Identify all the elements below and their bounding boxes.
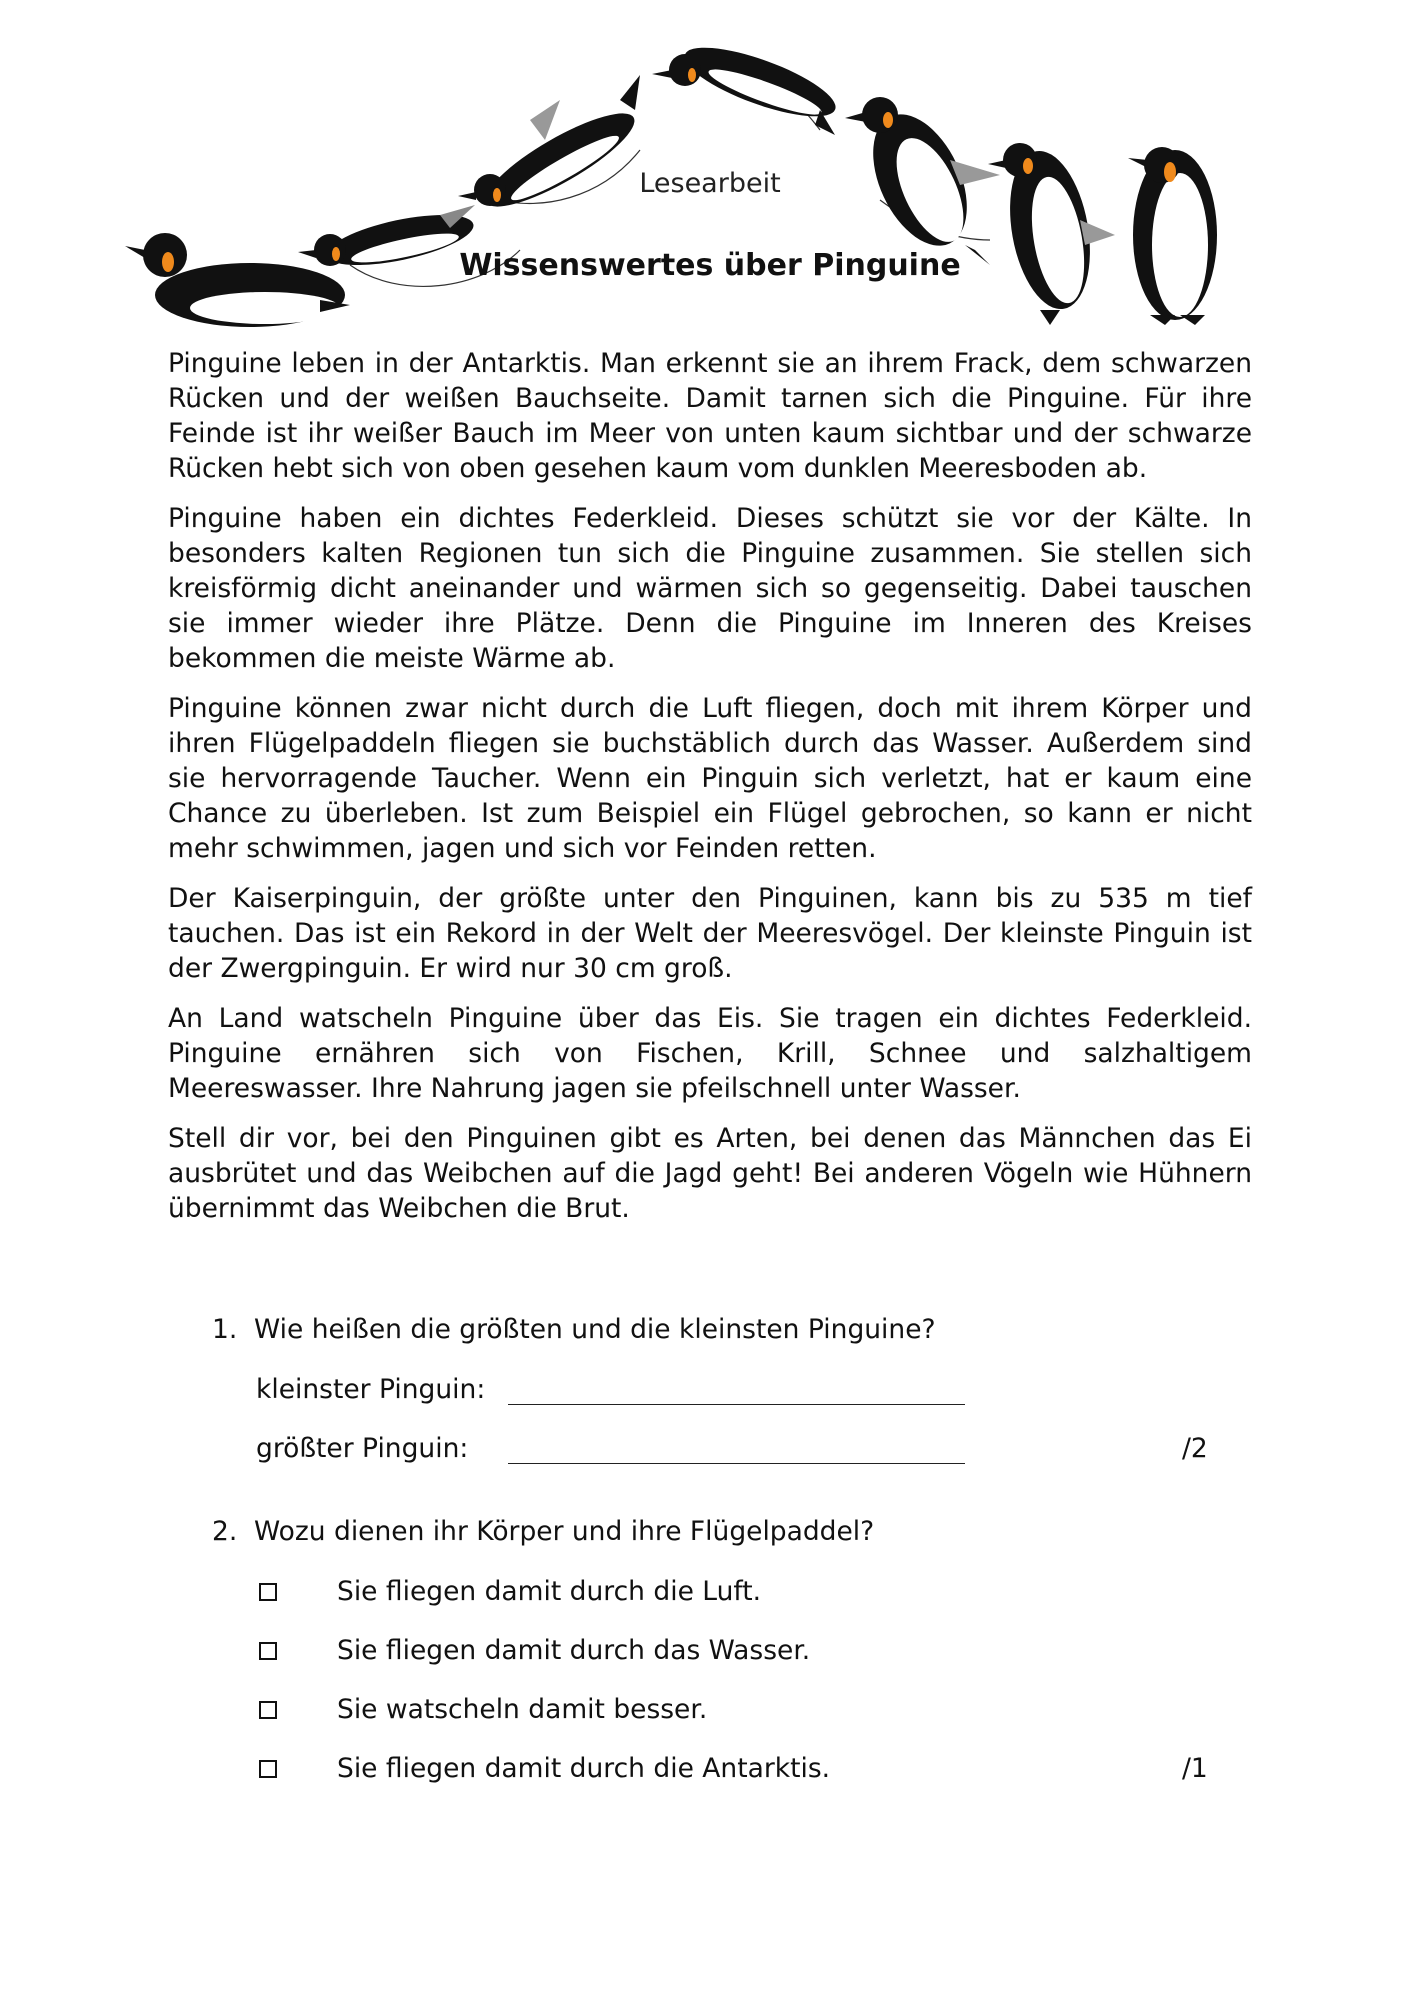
option-label: Sie fliegen damit durch das Wasser. — [337, 1635, 811, 1666]
paragraph: Pinguine können zwar nicht durch die Luft fliegen, doch mit ihrem Körper und ihren Flügelpaddeln fliegen sie buchstäblich durch das Wasser. Außerdem sind sie hervorragende Taucher. Wenn ein Pinguin sich verletzt, hat er kaum eine Chance zu überleben. Ist zum Beispiel ein Flügel gebrochen, so kann er nicht mehr schwimmen, jagen und sich vor Feinden retten. — [168, 693, 1252, 864]
question-2 — [212, 1514, 874, 1549]
worksheet-title: Wissenswertes über Pinguine — [459, 248, 961, 283]
option-label: Sie watscheln damit besser. — [337, 1694, 708, 1725]
penguin-jumping-icon — [652, 34, 843, 135]
question-text: Wozu dienen ihr Körper und ihre Flügelpaddel? — [254, 1516, 875, 1547]
question-number: 2. — [212, 1516, 238, 1547]
penguin-walking-icon — [988, 143, 1115, 325]
option-label: Sie fliegen damit durch die Luft. — [337, 1576, 762, 1607]
option-label: Sie fliegen damit durch die Antarktis. — [337, 1753, 831, 1784]
checkbox-option-3[interactable] — [259, 1701, 277, 1719]
question-1 — [212, 1312, 936, 1347]
question-number: 1. — [212, 1314, 238, 1345]
score-question-1: /2 — [1182, 1433, 1208, 1464]
answer-label-largest: größter Pinguin: — [256, 1433, 469, 1464]
penguin-standing-icon — [1128, 147, 1217, 325]
checkbox-option-1[interactable] — [259, 1583, 277, 1601]
paragraph: Pinguine haben ein dichtes Federkleid. Dieses schützt sie vor der Kälte. In besonders kalten Regionen tun sich die Pinguine zusammen. Sie stellen sich kreisförmig dicht aneinander und wärmen sich so gegenseitig. Dabei tauschen sie immer wieder ihre Plätze. Denn die Pinguine im Inneren des Kreises bekommen die meiste Wärme ab. — [168, 503, 1252, 674]
score-question-2: /1 — [1182, 1753, 1208, 1784]
answer-label-smallest: kleinster Pinguin: — [256, 1374, 486, 1405]
header-illustration — [0, 0, 1413, 340]
answer-line-smallest[interactable] — [508, 1404, 965, 1405]
question-text: Wie heißen die größten und die kleinsten Pinguine? — [254, 1314, 936, 1345]
paragraph: Stell dir vor, bei den Pinguinen gibt es Arten, bei denen das Männchen das Ei ausbrütet und das Weibchen auf die Jagd geht! Bei anderen Vögeln wie Hühnern übernimmt das Weibchen die Brut. — [168, 1123, 1252, 1224]
paragraph: Pinguine leben in der Antarktis. Man erkennt sie an ihrem Frack, dem schwarzen Rücken und der weißen Bauchseite. Damit tarnen sich die Pinguine. Für ihre Feinde ist ihr weißer Bauch im Meer von unten kaum sichtbar und der schwarze Rücken hebt sich von oben gesehen kaum vom dunklen Meeresboden ab. — [168, 348, 1252, 484]
penguin-swimming-icon — [458, 75, 645, 222]
reading-text — [168, 346, 1252, 1241]
worksheet-subtitle: Lesearbeit — [639, 168, 781, 199]
paragraph: An Land watscheln Pinguine über das Eis. Sie tragen ein dichtes Federkleid. Pinguine ernähren sich von Fischen, Krill, Schnee und salzhaltigem Meereswasser. Ihre Nahrung jagen sie pfeilschnell unter Wasser. — [168, 1003, 1252, 1104]
checkbox-option-4[interactable] — [259, 1760, 277, 1778]
answer-line-largest[interactable] — [508, 1463, 965, 1464]
paragraph: Der Kaiserpinguin, der größte unter den Pinguinen, kann bis zu 535 m tief tauchen. Das ist ein Rekord in der Welt der Meeresvögel. Der kleinste Pinguin ist der Zwergpinguin. Er wird nur 30 cm groß. — [168, 883, 1252, 984]
checkbox-option-2[interactable] — [259, 1642, 277, 1660]
